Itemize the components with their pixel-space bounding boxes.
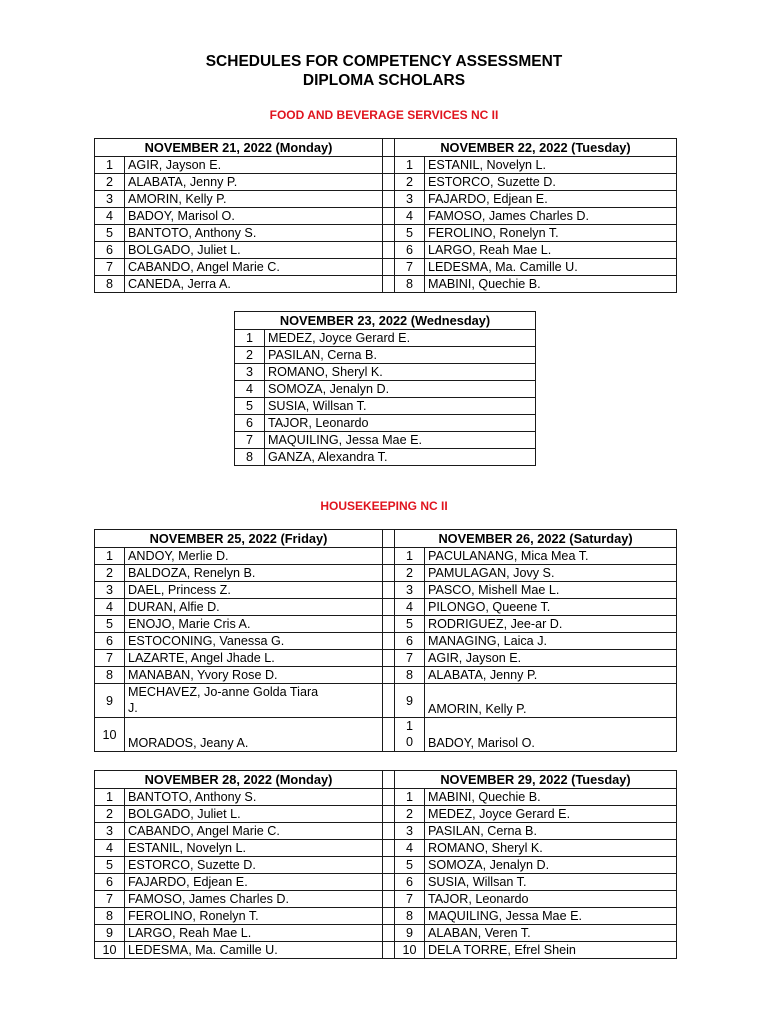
row-number: 2 xyxy=(95,174,125,191)
row-number: 3 xyxy=(395,191,425,208)
table-row xyxy=(235,381,536,398)
scholar-name: PASCO, Mishell Mae L. xyxy=(425,582,677,599)
scholar-name: LARGO, Reah Mae L. xyxy=(425,242,677,259)
table-row xyxy=(95,667,677,684)
column-gap xyxy=(383,718,395,752)
row-number: 3 xyxy=(95,191,125,208)
table-row xyxy=(95,823,677,840)
scholar-name: MAQUILING, Jessa Mae E. xyxy=(265,432,536,449)
schedule-table-nov23 xyxy=(234,311,536,466)
column-gap xyxy=(383,771,395,789)
row-number: 2 xyxy=(95,806,125,823)
scholar-name: MABINI, Quechie B. xyxy=(425,276,677,293)
row-number: 5 xyxy=(235,398,265,415)
row-number: 4 xyxy=(95,840,125,857)
scholar-name-line-2: J. xyxy=(128,701,138,715)
column-gap xyxy=(383,548,395,565)
row-number: 9 xyxy=(95,925,125,942)
table-row xyxy=(235,398,536,415)
column-gap xyxy=(383,259,395,276)
table-row xyxy=(235,330,536,347)
row-number: 5 xyxy=(95,616,125,633)
table-header-row xyxy=(235,312,536,330)
row-number: 5 xyxy=(95,857,125,874)
column-gap xyxy=(383,191,395,208)
section-title-food-beverage: FOOD AND BEVERAGE SERVICES NC II xyxy=(269,108,499,122)
row-number: 1 xyxy=(95,789,125,806)
scholar-name: DURAN, Alfie D. xyxy=(125,599,383,616)
scholar-name: SOMOZA, Jenalyn D. xyxy=(425,857,677,874)
column-gap xyxy=(383,925,395,942)
scholar-name: LAZARTE, Angel Jhade L. xyxy=(125,650,383,667)
scholar-name xyxy=(125,684,383,718)
row-number: 9 xyxy=(395,684,425,718)
scholar-name: BOLGADO, Juliet L. xyxy=(125,806,383,823)
table-row xyxy=(95,242,677,259)
row-number: 9 xyxy=(95,684,125,718)
row-number: 1 xyxy=(395,789,425,806)
table-row xyxy=(95,191,677,208)
schedule-table-nov21-nov22 xyxy=(94,138,677,293)
table-row xyxy=(95,616,677,633)
table-row xyxy=(95,840,677,857)
table-row xyxy=(95,208,677,225)
scholar-name: FEROLINO, Ronelyn T. xyxy=(125,908,383,925)
row-number: 10 xyxy=(95,718,125,752)
scholar-name: PAMULAGAN, Jovy S. xyxy=(425,565,677,582)
scholar-name: MEDEZ, Joyce Gerard E. xyxy=(265,330,536,347)
column-gap xyxy=(383,684,395,718)
column-gap xyxy=(383,582,395,599)
scholar-name: FAJARDO, Edjean E. xyxy=(125,874,383,891)
table-row xyxy=(95,599,677,616)
schedule-table-nov25-nov26 xyxy=(94,529,677,752)
table-row xyxy=(235,415,536,432)
row-number: 5 xyxy=(395,225,425,242)
row-number: 8 xyxy=(235,449,265,466)
row-number: 2 xyxy=(395,806,425,823)
scholar-name: DELA TORRE, Efrel Shein xyxy=(425,942,677,959)
column-gap xyxy=(383,823,395,840)
scholar-name: ESTANIL, Novelyn L. xyxy=(125,840,383,857)
scholar-name: TAJOR, Leonardo xyxy=(425,891,677,908)
scholar-name: PILONGO, Queene T. xyxy=(425,599,677,616)
table-header-row xyxy=(95,530,677,548)
scholar-name: CANEDA, Jerra A. xyxy=(125,276,383,293)
table-row xyxy=(95,565,677,582)
row-number: 1 xyxy=(395,157,425,174)
table-row xyxy=(95,157,677,174)
row-number: 4 xyxy=(95,599,125,616)
scholar-name: FAJARDO, Edjean E. xyxy=(425,191,677,208)
row-number: 6 xyxy=(95,874,125,891)
row-number: 6 xyxy=(395,633,425,650)
row-number: 2 xyxy=(235,347,265,364)
scholar-name: AGIR, Jayson E. xyxy=(125,157,383,174)
table-header-row xyxy=(95,139,677,157)
scholar-name: ROMANO, Sheryl K. xyxy=(425,840,677,857)
title-line-1: SCHEDULES FOR COMPETENCY ASSESSMENT xyxy=(205,53,563,70)
row-number-line-2: 0 xyxy=(406,735,414,749)
scholar-name: CABANDO, Angel Marie C. xyxy=(125,259,383,276)
date-heading-nov23: NOVEMBER 23, 2022 (Wednesday) xyxy=(235,312,536,330)
column-gap xyxy=(383,840,395,857)
table-row xyxy=(95,718,677,752)
scholar-name: AGIR, Jayson E. xyxy=(425,650,677,667)
row-number: 5 xyxy=(95,225,125,242)
row-number xyxy=(395,718,425,752)
schedule-table-nov28-nov29 xyxy=(94,770,677,959)
date-heading-nov29: NOVEMBER 29, 2022 (Tuesday) xyxy=(395,771,677,789)
row-number: 3 xyxy=(395,823,425,840)
scholar-name: FAMOSO, James Charles D. xyxy=(125,891,383,908)
row-number: 8 xyxy=(395,667,425,684)
scholar-name: MABINI, Quechie B. xyxy=(425,789,677,806)
scholar-name: PACULANANG, Mica Mea T. xyxy=(425,548,677,565)
row-number: 6 xyxy=(95,242,125,259)
column-gap xyxy=(383,942,395,959)
scholar-name: MORADOS, Jeany A. xyxy=(125,718,383,752)
scholar-name: SOMOZA, Jenalyn D. xyxy=(265,381,536,398)
column-gap xyxy=(383,908,395,925)
row-number-line-1: 1 xyxy=(406,719,414,733)
row-number: 6 xyxy=(235,415,265,432)
row-number: 5 xyxy=(395,857,425,874)
scholar-name: MANAGING, Laica J. xyxy=(425,633,677,650)
scholar-name: MAQUILING, Jessa Mae E. xyxy=(425,908,677,925)
scholar-name: PASILAN, Cerna B. xyxy=(425,823,677,840)
table-row xyxy=(95,548,677,565)
row-number: 1 xyxy=(95,157,125,174)
row-number: 8 xyxy=(95,667,125,684)
column-gap xyxy=(383,565,395,582)
row-number: 3 xyxy=(95,823,125,840)
scholar-name: GANZA, Alexandra T. xyxy=(265,449,536,466)
scholar-name: ESTORCO, Suzette D. xyxy=(425,174,677,191)
row-number: 4 xyxy=(95,208,125,225)
scholar-name: FAMOSO, James Charles D. xyxy=(425,208,677,225)
row-number: 9 xyxy=(395,925,425,942)
table-row xyxy=(95,908,677,925)
column-gap xyxy=(383,857,395,874)
row-number: 6 xyxy=(95,633,125,650)
scholar-name: LARGO, Reah Mae L. xyxy=(125,925,383,942)
row-number: 2 xyxy=(395,174,425,191)
column-gap xyxy=(383,874,395,891)
row-number: 7 xyxy=(395,259,425,276)
table-row xyxy=(95,684,677,718)
row-number: 8 xyxy=(95,908,125,925)
row-number: 3 xyxy=(395,582,425,599)
table-row xyxy=(95,874,677,891)
scholar-name: AMORIN, Kelly P. xyxy=(125,191,383,208)
column-gap xyxy=(383,530,395,548)
column-gap xyxy=(383,139,395,157)
table-row xyxy=(95,633,677,650)
row-number: 10 xyxy=(95,942,125,959)
column-gap xyxy=(383,667,395,684)
column-gap xyxy=(383,174,395,191)
scholar-name: RODRIGUEZ, Jee-ar D. xyxy=(425,616,677,633)
scholar-name: ALABATA, Jenny P. xyxy=(125,174,383,191)
row-number: 10 xyxy=(395,942,425,959)
scholar-name: DAEL, Princess Z. xyxy=(125,582,383,599)
row-number: 3 xyxy=(95,582,125,599)
scholar-name: BALDOZA, Renelyn B. xyxy=(125,565,383,582)
column-gap xyxy=(383,891,395,908)
scholar-name: PASILAN, Cerna B. xyxy=(265,347,536,364)
table-row xyxy=(235,432,536,449)
row-number: 7 xyxy=(95,259,125,276)
column-gap xyxy=(383,208,395,225)
table-row xyxy=(95,225,677,242)
row-number: 4 xyxy=(395,840,425,857)
column-gap xyxy=(383,789,395,806)
column-gap xyxy=(383,157,395,174)
scholar-name: SUSIA, Willsan T. xyxy=(265,398,536,415)
column-gap xyxy=(383,276,395,293)
document-title xyxy=(0,52,768,90)
row-number: 4 xyxy=(235,381,265,398)
column-gap xyxy=(383,650,395,667)
scholar-name: AMORIN, Kelly P. xyxy=(425,684,677,718)
scholar-name: ALABATA, Jenny P. xyxy=(425,667,677,684)
scholar-name: ESTANIL, Novelyn L. xyxy=(425,157,677,174)
row-number: 4 xyxy=(395,208,425,225)
title-line-2: DIPLOMA SCHOLARS xyxy=(302,72,466,89)
row-number: 1 xyxy=(235,330,265,347)
date-heading-nov21: NOVEMBER 21, 2022 (Monday) xyxy=(95,139,383,157)
table-row xyxy=(95,276,677,293)
date-heading-nov28: NOVEMBER 28, 2022 (Monday) xyxy=(95,771,383,789)
table-row xyxy=(95,857,677,874)
scholar-name: FEROLINO, Ronelyn T. xyxy=(425,225,677,242)
table-row xyxy=(95,174,677,191)
scholar-name: ROMANO, Sheryl K. xyxy=(265,364,536,381)
scholar-name: LEDESMA, Ma. Camille U. xyxy=(425,259,677,276)
row-number: 6 xyxy=(395,874,425,891)
row-number: 7 xyxy=(95,650,125,667)
column-gap xyxy=(383,806,395,823)
column-gap xyxy=(383,225,395,242)
scholar-name: BANTOTO, Anthony S. xyxy=(125,225,383,242)
row-number: 5 xyxy=(395,616,425,633)
row-number: 2 xyxy=(395,565,425,582)
row-number: 8 xyxy=(395,276,425,293)
column-gap xyxy=(383,599,395,616)
row-number: 4 xyxy=(395,599,425,616)
row-number: 8 xyxy=(395,908,425,925)
table-row xyxy=(95,891,677,908)
section-title-housekeeping: HOUSEKEEPING NC II xyxy=(320,499,448,513)
row-number: 1 xyxy=(395,548,425,565)
scholar-name: TAJOR, Leonardo xyxy=(265,415,536,432)
table-row xyxy=(95,582,677,599)
row-number: 7 xyxy=(395,891,425,908)
date-heading-nov26: NOVEMBER 26, 2022 (Saturday) xyxy=(395,530,677,548)
table-row xyxy=(235,364,536,381)
scholar-name-line-1: MECHAVEZ, Jo-anne Golda Tiara xyxy=(128,685,319,699)
table-row xyxy=(95,259,677,276)
date-heading-nov25: NOVEMBER 25, 2022 (Friday) xyxy=(95,530,383,548)
scholar-name: ALABAN, Veren T. xyxy=(425,925,677,942)
table-row xyxy=(95,789,677,806)
table-row xyxy=(95,942,677,959)
scholar-name: ESTOCONING, Vanessa G. xyxy=(125,633,383,650)
row-number: 7 xyxy=(95,891,125,908)
table-row xyxy=(95,650,677,667)
scholar-name: ANDOY, Merlie D. xyxy=(125,548,383,565)
row-number: 1 xyxy=(95,548,125,565)
row-number: 7 xyxy=(235,432,265,449)
scholar-name: ESTORCO, Suzette D. xyxy=(125,857,383,874)
scholar-name: BOLGADO, Juliet L. xyxy=(125,242,383,259)
scholar-name: BADOY, Marisol O. xyxy=(425,718,677,752)
scholar-name: SUSIA, Willsan T. xyxy=(425,874,677,891)
table-row xyxy=(235,449,536,466)
table-row xyxy=(235,347,536,364)
row-number: 2 xyxy=(95,565,125,582)
column-gap xyxy=(383,616,395,633)
scholar-name: LEDESMA, Ma. Camille U. xyxy=(125,942,383,959)
row-number: 6 xyxy=(395,242,425,259)
date-heading-nov22: NOVEMBER 22, 2022 (Tuesday) xyxy=(395,139,677,157)
scholar-name: ENOJO, Marie Cris A. xyxy=(125,616,383,633)
scholar-name: MEDEZ, Joyce Gerard E. xyxy=(425,806,677,823)
scholar-name: BADOY, Marisol O. xyxy=(125,208,383,225)
scholar-name: CABANDO, Angel Marie C. xyxy=(125,823,383,840)
scholar-name: MANABAN, Yvory Rose D. xyxy=(125,667,383,684)
scholar-name: BANTOTO, Anthony S. xyxy=(125,789,383,806)
row-number: 7 xyxy=(395,650,425,667)
table-header-row xyxy=(95,771,677,789)
row-number: 3 xyxy=(235,364,265,381)
column-gap xyxy=(383,633,395,650)
table-row xyxy=(95,925,677,942)
column-gap xyxy=(383,242,395,259)
row-number: 8 xyxy=(95,276,125,293)
table-row xyxy=(95,806,677,823)
